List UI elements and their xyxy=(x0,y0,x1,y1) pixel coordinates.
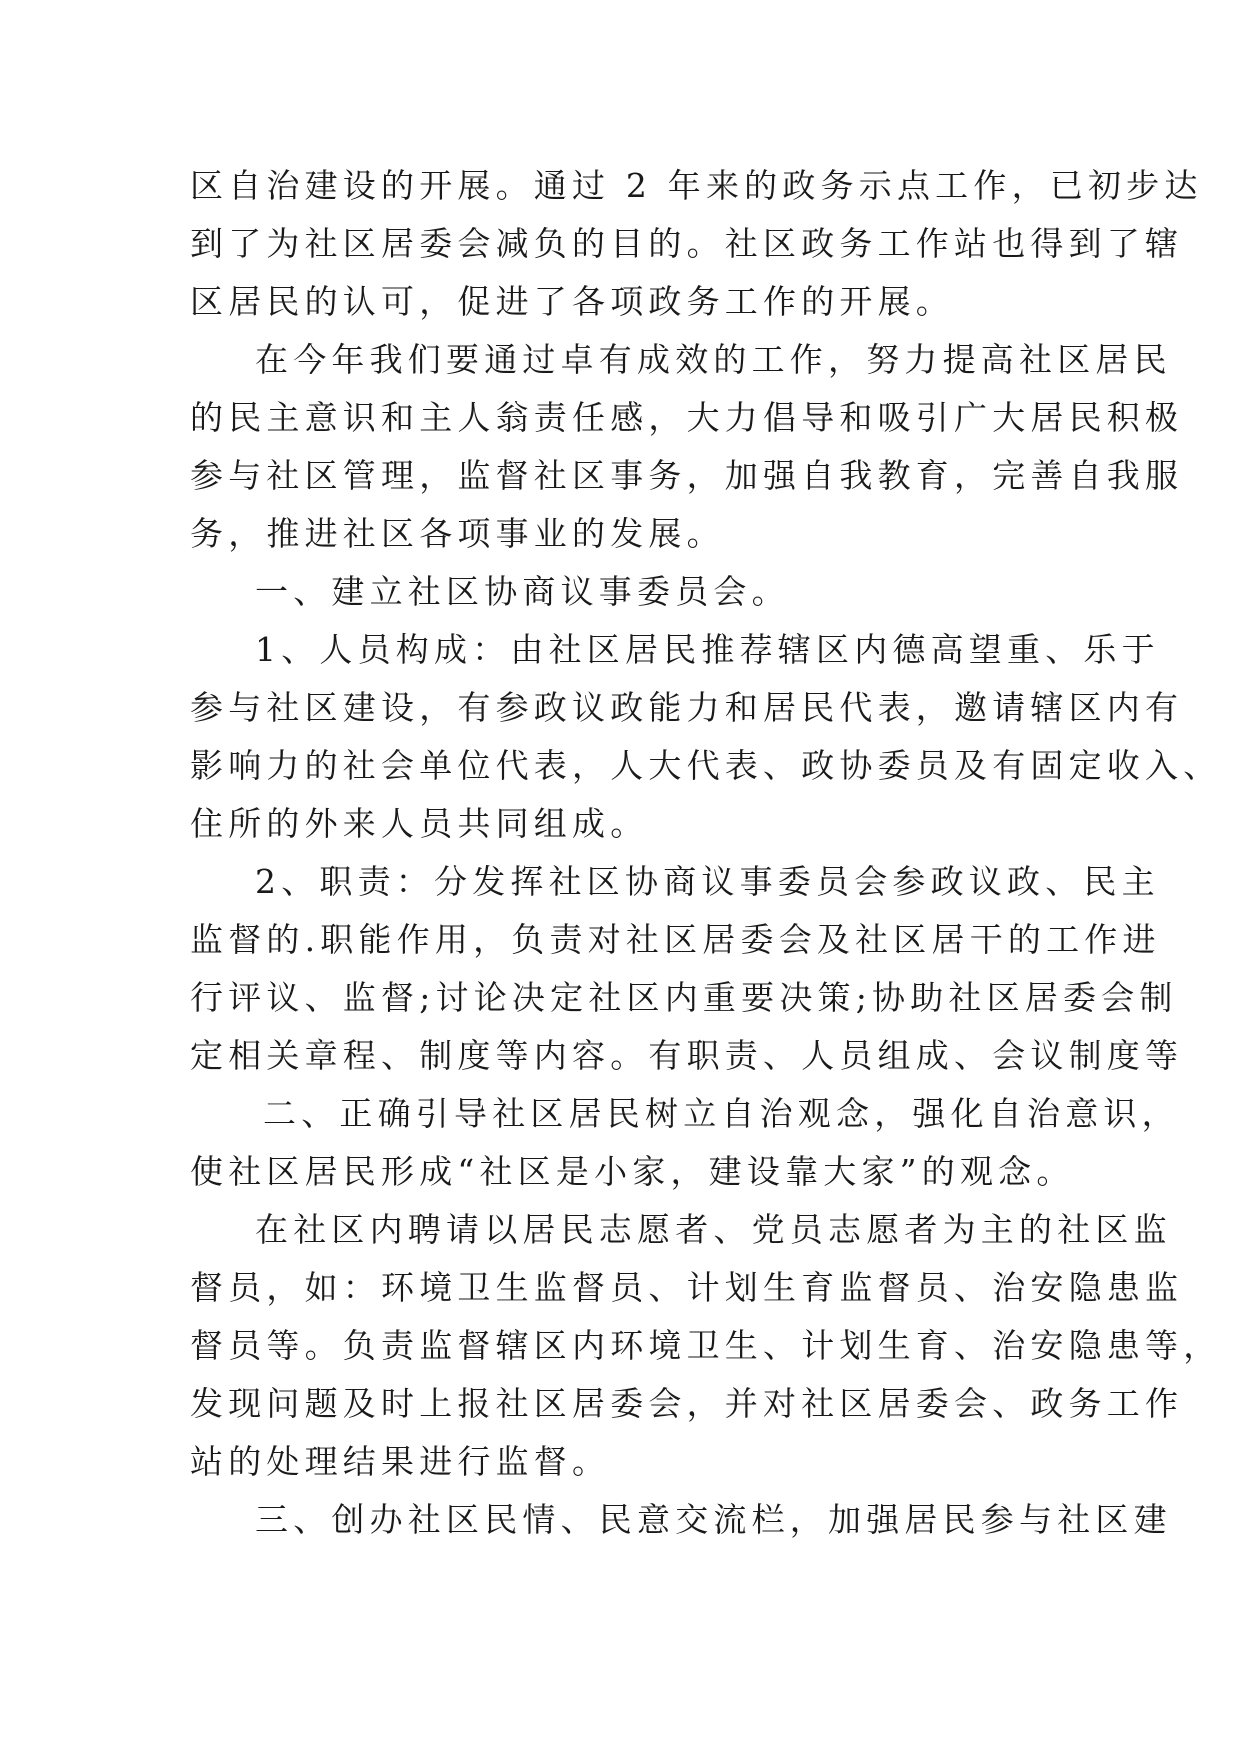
text-line: 到了为社区居委会减负的目的。社区政务工作站也得到了辖 xyxy=(190,224,1184,263)
text-line: 住所的外来人员共同组成。 xyxy=(190,804,649,843)
paragraph-start-line: 在社区内聘请以居民志愿者、党员志愿者为主的社区监 xyxy=(255,1210,1172,1249)
text-line: 监督的.职能作用，负责对社区居委会及社区居干的工作进 xyxy=(190,920,1161,959)
text-line: 务，推进社区各项事业的发展。 xyxy=(190,514,725,553)
text-line: 定相关章程、制度等内容。有职责、人员组成、会议制度等 xyxy=(190,1036,1184,1075)
text-line: 的民主意识和主人翁责任感，大力倡导和吸引广大居民积极 xyxy=(190,398,1184,437)
text-line: 参与社区建设，有参政议政能力和居民代表，邀请辖区内有 xyxy=(190,688,1184,727)
text-line: 影响力的社会单位代表，人大代表、政协委员及有固定收入、 xyxy=(190,746,1222,785)
text-line: 行评议、监督;讨论决定社区内重要决策;协助社区居委会制 xyxy=(190,978,1178,1017)
text-line: 区自治建设的开展。通过 2 年来的政务示点工作，已初步达 xyxy=(190,166,1203,205)
paragraph-start-line: 在今年我们要通过卓有成效的工作，努力提高社区居民 xyxy=(255,340,1172,379)
text-line: 督员等。负责监督辖区内环境卫生、计划生育、治安隐患等， xyxy=(190,1326,1222,1365)
text-line: 区居民的认可，促进了各项政务工作的开展。 xyxy=(190,282,954,321)
paragraph-start-line: 1、人员构成：由社区居民推荐辖区内德高望重、乐于 xyxy=(255,630,1160,669)
section-heading-1: 一、建立社区协商议事委员会。 xyxy=(255,572,790,611)
text-line: 使社区居民形成“社区是小家，建设靠大家”的观念。 xyxy=(190,1152,1075,1191)
text-line: 站的处理结果进行监督。 xyxy=(190,1442,611,1481)
paragraph-start-line: 2、职责：分发挥社区协商议事委员会参政议政、民主 xyxy=(255,862,1160,901)
text-line: 参与社区管理，监督社区事务，加强自我教育，完善自我服 xyxy=(190,456,1184,495)
section-heading-3: 三、创办社区民情、民意交流栏，加强居民参与社区建 xyxy=(255,1500,1172,1539)
text-line: 督员，如：环境卫生监督员、计划生育监督员、治安隐患监 xyxy=(190,1268,1184,1307)
section-heading-2: 二、正确引导社区居民树立自治观念，强化自治意识， xyxy=(263,1094,1180,1133)
text-line: 发现问题及时上报社区居委会，并对社区居委会、政务工作 xyxy=(190,1384,1184,1423)
